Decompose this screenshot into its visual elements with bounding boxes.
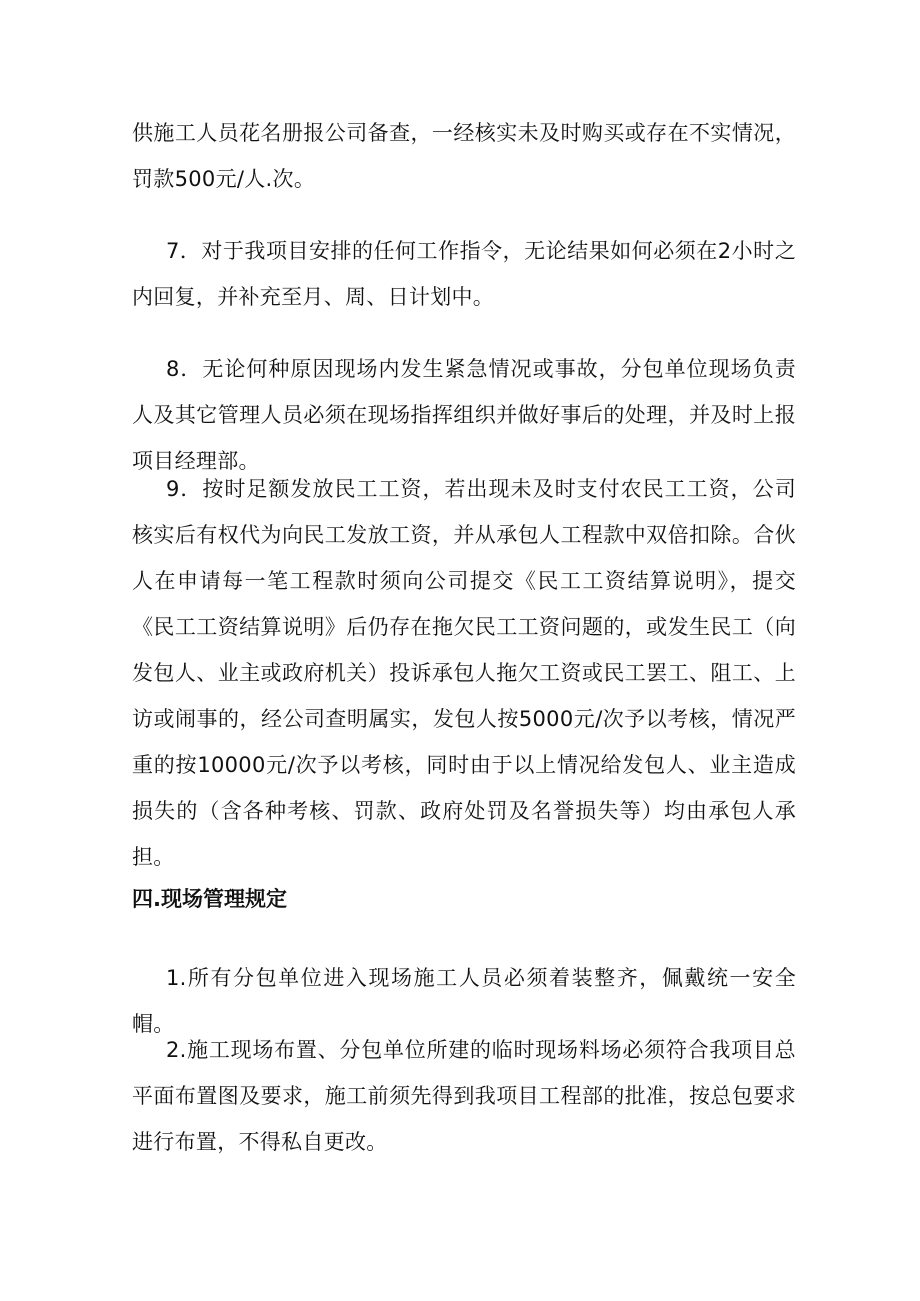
paragraph-item-9: 9．按时足额发放民工工资，若出现未及时支付农民工工资，公司核实后有权代为向民工发放工资，并从承包人工程款中双倍扣除。合伙人在申请每一笔工程款时须向公司提交《民工工资结算说明》，提交《民工工资结算说明》后仍存在拖欠民工工资问题的，或发生民工（向发包人、业主或政府机关）投诉承包人拖欠工资或民工罢工、阻工、上访或闹事的，经公司查明属实，发包人按5000元/次予以考核，情况严重的按10000元/次予以考核，同时由于以上情况给发包人、业主造成损失的（含各种考核、罚款、政府处罚及名誉损失等）均由承包人承担。 [132, 477, 796, 869]
paragraph-item-8: 8．无论何种原因现场内发生紧急情况或事故，分包单位现场负责人及其它管理人员必须在现场指挥组织并做好事后的处理，并及时上报项目经理部。 [132, 357, 796, 473]
section-item-2: 2.施工现场布置、分包单位所建的临时现场料场必须符合我项目总平面布置图及要求，施工前须先得到我项目工程部的批准，按总包要求进行布置，不得私自更改。 [132, 1038, 796, 1154]
section-heading: 四.现场管理规定 [132, 887, 287, 911]
paragraph-continuation: 供施工人员花名册报公司备查，一经核实未及时购买或存在不实情况，罚款500元/人.次。 [132, 121, 796, 191]
section-item-1: 1.所有分包单位进入现场施工人员必须着装整齐，佩戴统一安全帽。 [132, 966, 796, 1036]
paragraph-item-7: 7．对于我项目安排的任何工作指令，无论结果如何必须在2小时之内回复，并补充至月、周、日计划中。 [132, 239, 796, 309]
